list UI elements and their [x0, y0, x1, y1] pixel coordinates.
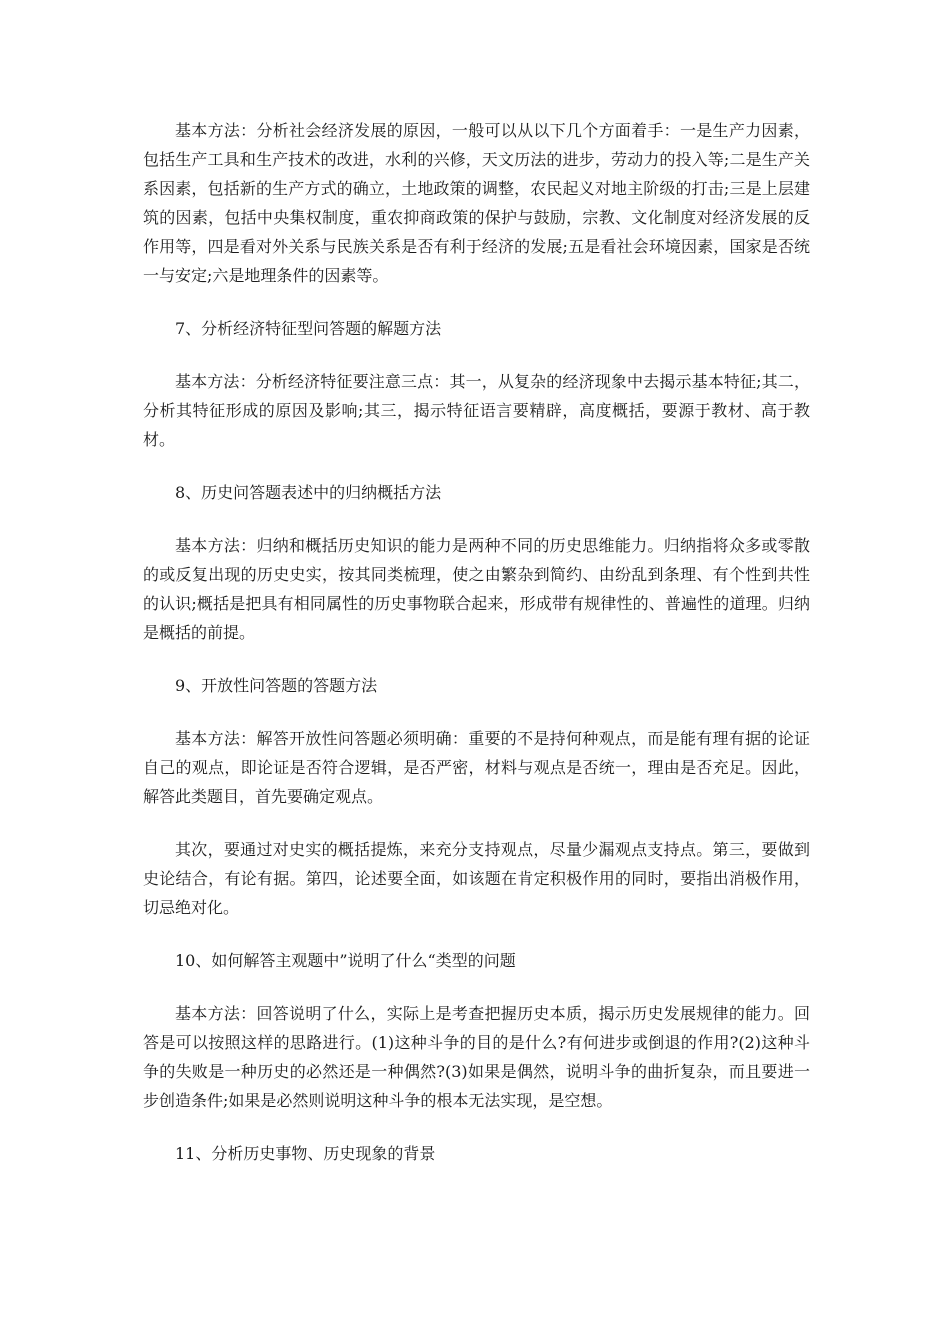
heading-9: 9、开放性问答题的答题方法	[175, 676, 378, 695]
heading-11: 11、分析历史事物、历史现象的背景	[175, 1144, 436, 1163]
paragraph-explain-what: 基本方法：回答说明了什么，实际上是考查把握历史本质，揭示历史发展规律的能力。回答是可以按照这样的思路进行。(1)这种斗争的目的是什么?有何进步或倒退的作用?(2)这种斗争的失败是一种历史的必然还是一种偶然?(3)如果是偶然，说明斗争的曲折复杂，而且要进一步创造条件;如果是必然则说明这种斗争的根本无法实现，是空想。	[143, 1004, 810, 1110]
heading-10: 10、如何解答主观题中”说明了什么“类型的问题	[175, 951, 516, 970]
paragraph-induction-summary: 基本方法：归纳和概括历史知识的能力是两种不同的历史思维能力。归纳指将众多或零散的或反复出现的历史史实，按其同类梳理，使之由繁杂到简约、由纷乱到条理、有个性到共性的认识;概括是把具有相同属性的历史事物联合起来，形成带有规律性的、普遍性的道理。归纳是概括的前提。	[143, 536, 810, 642]
paragraph-economic-factors: 基本方法：分析社会经济发展的原因，一般可以从以下几个方面着手：一是生产力因素，包括生产工具和生产技术的改进，水利的兴修，天文历法的进步，劳动力的投入等;二是生产关系因素，包括新的生产方式的确立，土地政策的调整，农民起义对地主阶级的打击;三是上层建筑的因素，包括中央集权制度，重农抑商政策的保护与鼓励，宗教、文化制度对经济发展的反作用等，四是看对外关系与民族关系是否有利于经济的发展;五是看社会环境因素，国家是否统一与安定;六是地理条件的因素等。	[143, 121, 810, 285]
heading-7: 7、分析经济特征型问答题的解题方法	[175, 319, 442, 338]
paragraph-economic-features: 基本方法：分析经济特征要注意三点：其一，从复杂的经济现象中去揭示基本特征;其二，分析其特征形成的原因及影响;其三，揭示特征语言要精辟，高度概括，要源于教材、高于教材。	[143, 372, 810, 449]
document-page	[143, 116, 810, 1192]
heading-8: 8、历史问答题表述中的归纳概括方法	[175, 483, 442, 502]
paragraph-open-questions: 基本方法：解答开放性问答题必须明确：重要的不是持何种观点，而是能有理有据的论证自己的观点，即论证是否符合逻辑，是否严密，材料与观点是否统一，理由是否充足。因此，解答此类题目，首先要确定观点。	[143, 729, 810, 806]
paragraph-open-questions-continued: 其次，要通过对史实的概括提炼，来充分支持观点，尽量少漏观点支持点。第三，要做到史论结合，有论有据。第四，论述要全面，如该题在肯定积极作用的同时，要指出消极作用，切忌绝对化。	[143, 840, 810, 917]
